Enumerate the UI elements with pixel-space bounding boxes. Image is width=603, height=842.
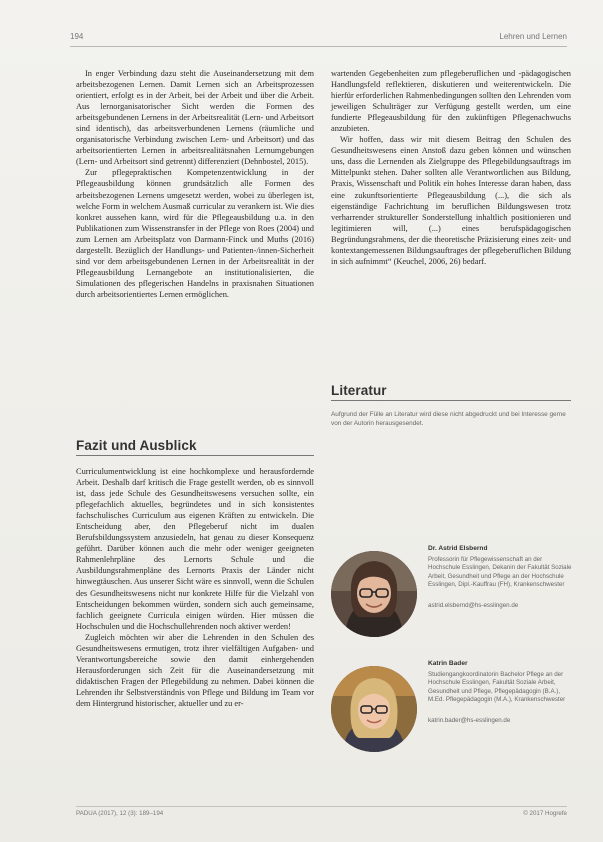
author-email[interactable]: katrin.bader@hs-esslingen.de (428, 716, 511, 724)
author-name: Dr. Astrid Elsbernd (428, 545, 488, 552)
author-photo (331, 666, 417, 752)
author-bio (428, 660, 574, 726)
paragraph: In enger Verbindung dazu steht die Auseinandersetzung mit dem arbeitsbezogenen Lernen. Damit Lernen sich an Arbeitsprozessen orientiert, erfolgt es in der Arbeit, bei der Arbeit und über die Arbeit. Aus lernorganisatorischer Sicht werden die Formen des arbeitsgebundenen Lernens in der Arbeitsrealität (Lern- und Arbeitsort sind identisch), das arbeitsverbundenen Lernens (räumliche und organisatorische Verbindung zwischen Lern- und Arbeitsort) und das arbeitsorientierten Lernen in arbeitsrealitätsnahen Lernumgebungen (Lern- und Arbeitsort sind getrennt) differenziert (Dehnbostel, 2015). (76, 69, 314, 167)
page-footer (76, 806, 567, 819)
paragraph: Zur pflegepraktischen Kompetenzentwicklung in der Pflegeausbildung können grundsätzlich alle Formen des arbeitsbezogenen Lernens umgesetzt werden, wobei zu überlegen ist, welche Form in welchem Ausmaß curricular zu verankern ist. Wie dies konkret aussehen kann, wird für die Pflegeausbildung u.a. in den Publikationen zum Wissenstransfer in der Pflege von Roes (2004) und zum Lernen am Arbeitsplatz von Darmann-Finck und Muths (2016) dargestellt. Bezüglich der Handlungs- und Patienten-/innen-Sicherheit sind vor dem arbeitsgebundenen Lernen in der Arbeitsrealität in der Pflegeausbildung Lernangebote an institutionalisierten, die Simulationen des pflegerischen Handelns in praxisnahen Situationen durch arbeitsorientiertes Lernen ermöglichen. (76, 168, 314, 299)
paragraph: wartenden Gegebenheiten zum pflegeberuflichen und -pädagogischen Handlungsfeld reflektieren, diskutieren und weiterentwickeln. Die hierfür erforderlichen Rahmenbedingungen sollten den Lehrenden vom jeweiligen Schulträger zur Verfügung gestellt werden, um eine fundierte Pflegeausbildung für den zukünftigen Pflegenachwuchs anzubieten. (331, 69, 571, 134)
paragraph: Wir hoffen, dass wir mit diesem Beitrag den Schulen des Gesundheitswesens einen Anstoß dazu geben können und wünschen uns, dass die Lernenden als Zielgruppe des Pflegebildungsauftrags im Mittelpunkt stehen. Daher sollten alle Verantwortlichen aus Bildung, Praxis, Wissenschaft und Politik ein hohes Interesse daran haben, dass eine zukunftsorientierte Pflegeausbildung (...), die sich als eigenständige Fachrichtung im beruflichen Bildungswesen trotz verharrender struktureller Sonderstellung inhaltlich positionieren und legitimieren will, (...) eines berufspädagogischen Begründungsrahmens, der die theoretische Präzisierung eines zeit- und kontextangemessenen Bildungsauftrages der pflegeberuflichen Bildung in sich aufnimmt“ (Keuchel, 2006, 26) bedarf. (331, 135, 571, 266)
journal-citation: PADUA (2017), 12 (3): 189–194 (76, 810, 164, 817)
author-card (331, 660, 571, 760)
page-number: 194 (70, 32, 84, 41)
author-name: Katrin Bader (428, 660, 468, 667)
literature-note: Aufgrund der Fülle an Literatur wird diese nicht abgedruckt und bei Interesse gerne von der Autorin herausgesendet. (331, 411, 566, 427)
copyright: © 2017 Hogrefe (523, 810, 567, 817)
section-heading-literatur: Literatur (331, 383, 571, 401)
fazit-body (76, 466, 314, 709)
author-photo (331, 551, 417, 637)
author-bio (428, 545, 574, 611)
paragraph: Curriculumentwicklung ist eine hochkomplexe und herausfordernde Arbeit. Deshalb darf kritisch die Frage gestellt werden, ob es sinnvoll ist, dass jede Schule des Gesundheitswesens versuchen sollte, ein pflegefachlich aktuelles, begründetes und in sich konsistentes fachschulisches Curriculum aus eigenen Kräften zu entwickeln. Die Entscheidung aber, den Pflegeberuf nicht im dualen Berufsbildungssystem anzusiedeln, hat genau zu dieser Konsequenz geführt. Darüber können auch die mehr oder weniger geeigneten Rahmenlehrpläne des Lernorts Schule und die Ausbildungsrahmenpläne des Lernorts Praxis der Länder nicht hinwegtäuschen. Aus unserer Sicht wäre es sinnvoll, wenn die Schulen des Gesundheitswesens nicht nur konkrete Hilfe für die Vielzahl von Entscheidungen bekommen würden, sondern sich auch gemeinsame, fachlich geeignete Curricula einigen würden. Hier müssen die Hochschulen und die Hochschullehrenden noch aktiver werden! (76, 467, 314, 631)
author-description: Studiengangkoordinatorin Bachelor Pflege an der Hochschule Esslingen, Fakultät Soziale Arbeit, Gesundheit und Pflege, Pflegepädagogin (B.A.), M.Ed. Pflegepädagogin (M.A.), Krankenschwester (428, 670, 566, 704)
author-description: Professorin für Pflegewissenschaft an der Hochschule Esslingen, Dekanin der Fakultät Soziale Arbeit, Gesundheit und Pflege an der Hochschule Esslingen, Dipl.-Kauffrau (FH), Krankenschwester (428, 555, 572, 589)
section-heading-fazit: Fazit und Ausblick (76, 438, 314, 456)
author-card (331, 545, 571, 645)
running-header (70, 32, 567, 47)
paragraph: Zugleich möchten wir aber die Lehrenden in den Schulen des Gesundheitswesens ermutigen, trotz ihrer vielfältigen Aufgaben- und Verantwortungsbereiche sowie den damit einhergehenden Herausforderungen sich Zeit für die Auseinandersetzung mit didaktischen Fragen der Pflegebildung zu nehmen. Dabei können die Lehrenden ihr Selbstverständnis von Pflege und Bildung im Team vor dem Hintergrund historischer, aktueller und zu er- (76, 632, 314, 708)
right-column-body (331, 68, 571, 267)
left-column-body (76, 68, 314, 300)
section-title: Lehren und Lernen (499, 32, 567, 41)
author-email[interactable]: astrid.elsbernd@hs-esslingen.de (428, 601, 519, 609)
